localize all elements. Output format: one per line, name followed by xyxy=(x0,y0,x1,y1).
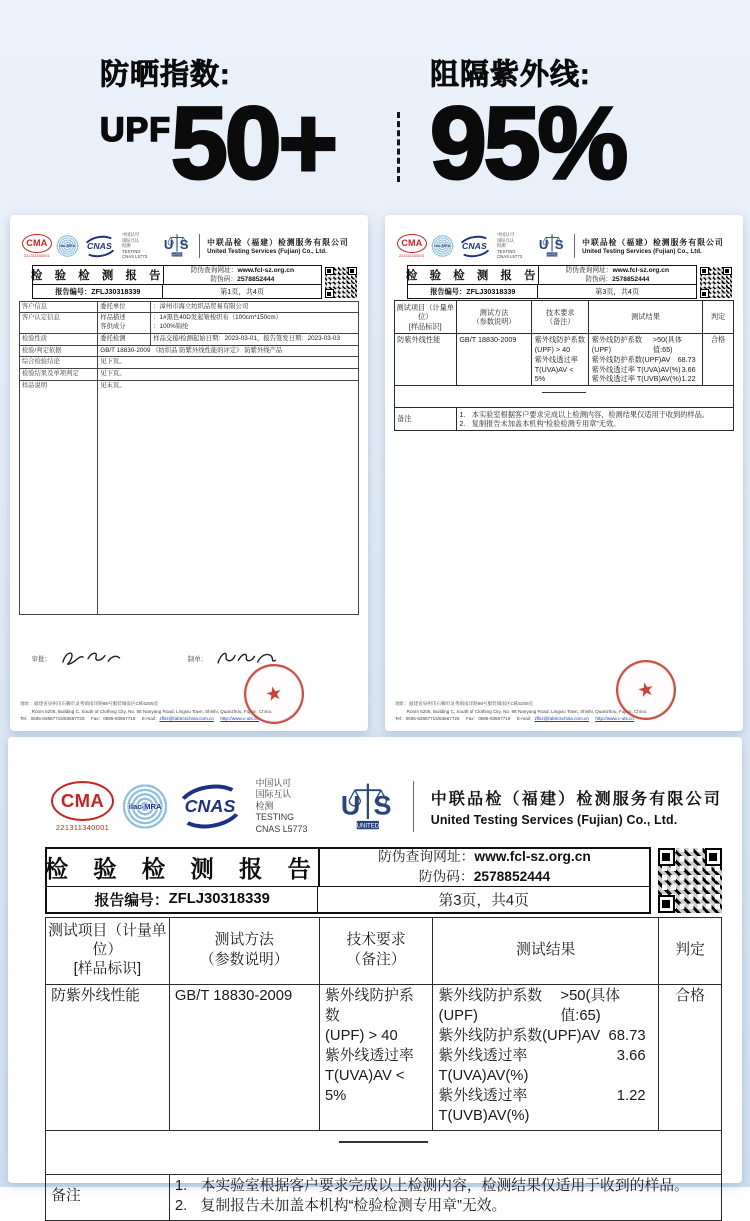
spacer-row xyxy=(46,1130,722,1174)
antifake-url: 防伪查询网址：www.fcl-sz.org.cn xyxy=(190,266,295,274)
cnas-logo: CNAS xyxy=(176,785,244,828)
report-number: 报告编号： ZFLJ30318339 xyxy=(408,285,538,298)
report-header xyxy=(407,265,731,299)
table-row: 检验/判定依据 GB/T 18830-2009 《纺织品 防紫外线性能的评定》 防紫外线产品 xyxy=(19,345,359,357)
report-header xyxy=(32,265,356,299)
email: E-mail：zflsz@fabricschina.com.cn xyxy=(516,715,589,721)
accreditation-logos xyxy=(22,231,360,261)
fax: Fax：0595-83667718 xyxy=(90,715,136,721)
page-indicator: 第3页，共4页 xyxy=(438,892,529,909)
tel: Tel：0595-83667715/83667725 xyxy=(20,715,85,721)
logo-divider xyxy=(574,234,575,258)
verdict: 合格 xyxy=(659,984,722,1130)
approval-signature xyxy=(58,648,123,670)
hero-upf-block xyxy=(100,52,336,200)
page-indicator: 第1页，共4页 xyxy=(220,286,265,296)
company-name-cn: 中联品检（福建）检测服务有限公司 xyxy=(207,237,349,247)
qr-code xyxy=(700,267,731,298)
test-results-table xyxy=(45,917,722,1221)
address-cn: 地址：福建省泉州市石狮市灵秀镇南洋路88号服装城南区C栋5205室 xyxy=(20,701,159,707)
company-block xyxy=(207,237,349,256)
official-seal-stamp: ★ xyxy=(610,654,681,725)
company-block xyxy=(431,786,722,827)
antifake-code: 防伪码：2578852444 xyxy=(210,276,275,284)
report-page3-card xyxy=(385,215,743,731)
report-cards-row xyxy=(10,215,743,731)
company-name-en: United Testing Services (Fujian) Co., Ltd. xyxy=(207,249,327,256)
table-row: 客户信息 委托单位 ：漳州市海立纺织品贸易有限公司 xyxy=(19,301,359,313)
spacer-row xyxy=(394,386,734,408)
accreditation-text: 中国认可 国际互认 检测 TESTING CNAS L5773 xyxy=(255,777,308,834)
svg-text:S: S xyxy=(373,789,392,820)
cert-footer xyxy=(395,700,736,721)
uts-scale-logo xyxy=(339,781,397,833)
client-info-table xyxy=(19,301,360,616)
table-row: 防紫外线性能 GB/T 18830-2009 紫外线防护系数 (UPF) > 40 紫外线透过率 T(UVA)AV < 5% 紫外线防护系数(UPF) >50(具体值:65) 紫外线防护系数(UPF)AV 68.73 紫外线透过率 T(UVA)AV(%) 3.66 紫外线透过率 T(UVB)AV(%) 1.22 合格 xyxy=(46,984,722,1130)
official-seal-stamp: ★ xyxy=(238,658,309,729)
svg-text:U: U xyxy=(163,237,173,253)
ilac-mra-logo: ilac-MRA xyxy=(56,235,78,257)
hero-banner xyxy=(0,0,750,213)
address-en: Room 5205, Building C, South of Clothing City, No. 88 Nanyang Road, Lingxiu Town, Shishi, Quanzhou, Fujian, China. xyxy=(31,708,273,714)
company-name-cn: 中联品检（福建）检测服务有限公司 xyxy=(582,237,724,247)
table-row: 检验性质 委托检测 样品交接/检测起始日期：2023-03-01，报告签发日期：2023-03-03 xyxy=(19,333,359,345)
signature-row: 审批： 制单： xyxy=(32,648,354,670)
svg-text:S: S xyxy=(179,237,189,253)
spf-label: 防晒指数: xyxy=(100,59,231,91)
uts-scale-logo xyxy=(163,233,191,258)
report-number: 报告编号： ZFLJ30318339 xyxy=(47,887,318,913)
accreditation-text: 中国认可 国际互认 检测 TESTING CNAS L5773 xyxy=(122,231,148,260)
page-indicator: 第3页，共4页 xyxy=(595,286,640,296)
qr-code xyxy=(325,267,356,298)
end-of-results-mark xyxy=(339,1141,428,1143)
antifake-url: 防伪查询网址：www.fcl-sz.org.cn xyxy=(378,849,591,865)
cma-number: 221311340001 xyxy=(23,254,50,259)
company-name-en: United Testing Services (Fujian) Co., Ltd. xyxy=(430,812,678,827)
table-row: 样品说明 见末页。 xyxy=(19,380,359,615)
end-of-results-mark xyxy=(542,392,585,393)
verdict: 合格 xyxy=(702,334,734,386)
accreditation-text: 中国认可 国际互认 检测 TESTING CNAS L5773 xyxy=(497,231,523,260)
remarks-row: 备注 1. 本实验室根据客户要求完成以上检测内容，检测结果仅适用于收到的样品。 2. 复制报告未加盖本机构“检验检测专用章”无效。 xyxy=(394,408,734,431)
table-header-row: 测试项目（计量单位） [样品标识] 测试方法 （参数说明） 技术要求 （备注） 测试结果 判定 xyxy=(46,917,722,984)
website: http://www.c-uts.cn xyxy=(220,715,259,721)
svg-text:UNITED: UNITED xyxy=(546,252,558,257)
ilac-mra-logo: ilac-MRA xyxy=(431,235,453,257)
cnas-logo: CNAS xyxy=(83,236,117,257)
svg-text:UNITED: UNITED xyxy=(171,252,183,257)
accreditation-logos xyxy=(51,775,722,837)
upf-value: 50+ xyxy=(171,86,336,200)
address-en: Room 5205, Building C, South of Clothing City, No. 88 Nanyang Road, Lingxiu Town, Shishi, Quanzhou, Fujian, China. xyxy=(406,708,648,714)
antifake-code: 防伪码：2578852444 xyxy=(585,276,650,284)
report-title: 检 验 检 测 报 告 xyxy=(47,849,320,886)
hero-uv-block xyxy=(430,52,626,200)
cma-logo: CMA 221311340001 xyxy=(397,234,428,259)
cnas-logo: CNAS xyxy=(458,236,492,257)
upf-prefix: UPF xyxy=(100,111,171,149)
table-row: 防紫外线性能 GB/T 18830-2009 紫外线防护系数 (UPF) > 40 紫外线透过率 T(UVA)AV < 5% 紫外线防护系数(UPF) >50(具体值:65) 紫外线防护系数(UPF)AV 68.73 紫外线透过率 T(UVA)AV(%) 3.66 紫外线透过率 T(UVB)AV(%) 1.22 合格 xyxy=(394,334,734,386)
svg-text:U: U xyxy=(538,237,548,253)
company-name-en: United Testing Services (Fujian) Co., Ltd. xyxy=(582,249,702,256)
antifake-code: 防伪码：2578852444 xyxy=(418,869,551,884)
antifake-url: 防伪查询网址：www.fcl-sz.org.cn xyxy=(565,266,670,274)
email: E-mail：zflsz@fabricschina.com.cn xyxy=(141,715,214,721)
table-header-row: 测试项目（计量单位） [样品标识] 测试方法 （参数说明） 技术要求 （备注） 测试结果 判定 xyxy=(394,301,734,334)
table-row: 综合检验结论 见下页。 xyxy=(19,357,359,369)
logo-divider xyxy=(199,234,200,258)
report-title: 检 验 检 测 报 告 xyxy=(408,266,538,284)
uv-value: 95% xyxy=(430,86,626,200)
company-block xyxy=(582,237,724,256)
report-number: 报告编号： ZFLJ30318339 xyxy=(33,285,163,298)
tel: Tel：0595-83667715/83667725 xyxy=(395,715,460,721)
address-cn: 地址：福建省泉州市石狮市灵秀镇南洋路88号服装城南区C栋5205室 xyxy=(395,701,534,707)
cma-number: 221311340001 xyxy=(398,254,425,259)
hero-dashed-divider xyxy=(397,112,400,182)
cma-logo: CMA 221311340001 xyxy=(51,781,114,832)
remarks-row: 备注 1. 本实验室根据客户要求完成以上检测内容，检测结果仅适用于收到的样品。 2. 复制报告未加盖本机构“检验检测专用章”无效。 xyxy=(46,1174,722,1220)
accreditation-logos xyxy=(397,231,735,261)
svg-text:S: S xyxy=(554,237,564,253)
cma-logo: CMA 221311340001 xyxy=(22,234,53,259)
report-page1-card xyxy=(10,215,368,731)
fax: Fax：0595-83667718 xyxy=(465,715,511,721)
cma-number: 221311340001 xyxy=(55,823,110,833)
ilac-mra-logo: ilac-MRA xyxy=(122,784,168,830)
table-row: 客户认定信息 样品描述 客供成分 ：1#黑色40D发起皱梭织布（100cm*150cm） ：100%锦纶 xyxy=(19,313,359,333)
report-page3-large-card xyxy=(8,737,742,1215)
table-row: 检验结果及单项判定 见下页。 xyxy=(19,369,359,381)
website: http://www.c-uts.cn xyxy=(595,715,634,721)
report-title: 检 验 检 测 报 告 xyxy=(33,266,163,284)
company-name-cn: 中联品检（福建）检测服务有限公司 xyxy=(430,791,723,809)
logo-divider xyxy=(413,781,414,831)
uts-scale-logo xyxy=(538,233,566,258)
uv-label: 阻隔紫外线: xyxy=(430,59,591,91)
qr-code xyxy=(658,848,722,912)
svg-text:UNITED: UNITED xyxy=(356,823,380,830)
svg-text:U: U xyxy=(341,789,361,820)
test-results-table xyxy=(394,300,735,431)
report-header xyxy=(45,847,722,915)
cert-footer xyxy=(20,700,361,721)
